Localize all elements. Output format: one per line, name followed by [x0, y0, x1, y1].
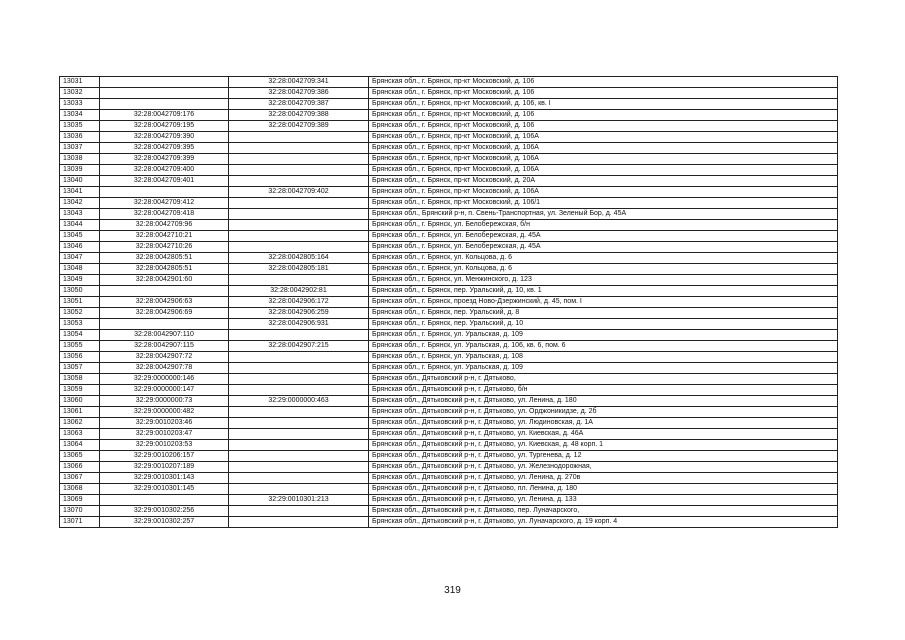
- record-number-cell: 13055: [60, 341, 100, 352]
- record-number-cell: 13045: [60, 231, 100, 242]
- record-number-cell: 13033: [60, 99, 100, 110]
- address-cell: Брянская обл., г. Брянск, ул. Кольцова, д. 6: [369, 264, 838, 275]
- cadastral-number-cell: 32:28:0042709:412: [100, 198, 229, 209]
- address-cell: Брянская обл., г. Брянск, пр-кт Московский, д. 106А: [369, 132, 838, 143]
- address-cell: Брянская обл., Брянский р-н, п. Свень-Транспортная, ул. Зеленый Бор, д. 45А: [369, 209, 838, 220]
- object-cadastral-number-cell: 32:29:0000000:463: [229, 396, 369, 407]
- object-cadastral-number-cell: [229, 517, 369, 528]
- table-row: [60, 154, 838, 165]
- address-cell: Брянская обл., Дятьковский р-н, г. Дятьково, ул. Ленина, д. 180: [369, 396, 838, 407]
- address-cell: Брянская обл., г. Брянск, ул. Белобережская, д. 45А: [369, 231, 838, 242]
- cadastral-number-cell: [100, 319, 229, 330]
- record-number-cell: 13037: [60, 143, 100, 154]
- object-cadastral-number-cell: [229, 429, 369, 440]
- record-number-cell: 13068: [60, 484, 100, 495]
- object-cadastral-number-cell: [229, 352, 369, 363]
- object-cadastral-number-cell: [229, 220, 369, 231]
- table-row: [60, 209, 838, 220]
- object-cadastral-number-cell: [229, 143, 369, 154]
- object-cadastral-number-cell: 32:28:0042709:388: [229, 110, 369, 121]
- table-row: [60, 330, 838, 341]
- cadastral-number-cell: 32:28:0042709:399: [100, 154, 229, 165]
- address-cell: Брянская обл., г. Брянск, ул. Уральская, д. 109: [369, 363, 838, 374]
- address-cell: Брянская обл., Дятьковский р-н, г. Дятьково, ул. Людиновская, д. 1А: [369, 418, 838, 429]
- register-table-body: [60, 77, 838, 528]
- address-cell: Брянская обл., г. Брянск, пр-кт Московский, д. 106, кв. I: [369, 99, 838, 110]
- record-number-cell: 13036: [60, 132, 100, 143]
- table-row: [60, 440, 838, 451]
- address-cell: Брянская обл., Дятьковский р-н, г. Дятьково, ул. Луначарского, д. 19 корп. 4: [369, 517, 838, 528]
- cadastral-number-cell: [100, 88, 229, 99]
- cadastral-number-cell: 32:28:0042709:176: [100, 110, 229, 121]
- record-number-cell: 13066: [60, 462, 100, 473]
- object-cadastral-number-cell: [229, 154, 369, 165]
- object-cadastral-number-cell: 32:28:0042906:931: [229, 319, 369, 330]
- record-number-cell: 13041: [60, 187, 100, 198]
- object-cadastral-number-cell: [229, 231, 369, 242]
- table-row: [60, 286, 838, 297]
- object-cadastral-number-cell: [229, 473, 369, 484]
- cadastral-number-cell: 32:29:0010302:256: [100, 506, 229, 517]
- address-cell: Брянская обл., г. Брянск, пр-кт Московский, д. 20А: [369, 176, 838, 187]
- cadastral-number-cell: 32:28:0042709:195: [100, 121, 229, 132]
- object-cadastral-number-cell: 32:28:0042805:164: [229, 253, 369, 264]
- record-number-cell: 13042: [60, 198, 100, 209]
- record-number-cell: 13059: [60, 385, 100, 396]
- table-row: [60, 374, 838, 385]
- record-number-cell: 13069: [60, 495, 100, 506]
- cadastral-number-cell: 32:28:0042805:51: [100, 253, 229, 264]
- table-row: [60, 165, 838, 176]
- table-row: [60, 407, 838, 418]
- object-cadastral-number-cell: [229, 330, 369, 341]
- record-number-cell: 13067: [60, 473, 100, 484]
- record-number-cell: 13058: [60, 374, 100, 385]
- table-row: [60, 297, 838, 308]
- address-cell: Брянская обл., г. Брянск, ул. Белобережская, д. 45А: [369, 242, 838, 253]
- record-number-cell: 13060: [60, 396, 100, 407]
- address-cell: Брянская обл., г. Брянск, пр-кт Московский, д. 106: [369, 110, 838, 121]
- address-cell: Брянская обл., г. Брянск, ул. Уральская, д. 108: [369, 352, 838, 363]
- record-number-cell: 13049: [60, 275, 100, 286]
- cadastral-number-cell: 32:28:0042907:72: [100, 352, 229, 363]
- table-row: [60, 99, 838, 110]
- object-cadastral-number-cell: [229, 209, 369, 220]
- record-number-cell: 13039: [60, 165, 100, 176]
- record-number-cell: 13046: [60, 242, 100, 253]
- address-cell: Брянская обл., Дятьковский р-н, г. Дятьково,: [369, 374, 838, 385]
- object-cadastral-number-cell: [229, 132, 369, 143]
- cadastral-number-cell: [100, 187, 229, 198]
- address-cell: Брянская обл., Дятьковский р-н, г. Дятьково, ул. Тургенева, д. 12: [369, 451, 838, 462]
- address-cell: Брянская обл., г. Брянск, пр-кт Московский, д. 106А: [369, 154, 838, 165]
- object-cadastral-number-cell: [229, 451, 369, 462]
- table-row: [60, 88, 838, 99]
- table-row: [60, 363, 838, 374]
- record-number-cell: 13043: [60, 209, 100, 220]
- object-cadastral-number-cell: 32:28:0042902:81: [229, 286, 369, 297]
- record-number-cell: 13064: [60, 440, 100, 451]
- table-row: [60, 429, 838, 440]
- address-cell: Брянская обл., Дятьковский р-н, г. Дятьково, ул. Орджоникидзе, д. 2б: [369, 407, 838, 418]
- record-number-cell: 13065: [60, 451, 100, 462]
- address-cell: Брянская обл., г. Брянск, ул. Кольцова, д. 6: [369, 253, 838, 264]
- address-cell: Брянская обл., г. Брянск, пр-кт Московский, д. 106А: [369, 187, 838, 198]
- address-cell: Брянская обл., г. Брянск, ул. Уральская, д. 106, кв. 6, пом. 6: [369, 341, 838, 352]
- table-row: [60, 473, 838, 484]
- address-cell: Брянская обл., г. Брянск, пр-кт Московский, д. 106: [369, 77, 838, 88]
- cadastral-number-cell: [100, 77, 229, 88]
- table-row: [60, 176, 838, 187]
- record-number-cell: 13047: [60, 253, 100, 264]
- record-number-cell: 13051: [60, 297, 100, 308]
- cadastral-number-cell: [100, 286, 229, 297]
- cadastral-number-cell: 32:29:0010301:145: [100, 484, 229, 495]
- record-number-cell: 13056: [60, 352, 100, 363]
- table-row: [60, 143, 838, 154]
- table-row: [60, 396, 838, 407]
- cadastral-number-cell: 32:28:0042901:60: [100, 275, 229, 286]
- object-cadastral-number-cell: [229, 506, 369, 517]
- object-cadastral-number-cell: [229, 385, 369, 396]
- address-cell: Брянская обл., Дятьковский р-н, г. Дятьково, пер. Луначарского,: [369, 506, 838, 517]
- record-number-cell: 13044: [60, 220, 100, 231]
- cadastral-number-cell: 32:28:0042709:390: [100, 132, 229, 143]
- cadastral-number-cell: 32:29:0000000:147: [100, 385, 229, 396]
- table-row: [60, 385, 838, 396]
- table-row: [60, 77, 838, 88]
- record-number-cell: 13032: [60, 88, 100, 99]
- cadastral-number-cell: 32:28:0042709:400: [100, 165, 229, 176]
- cadastral-number-cell: 32:28:0042907:115: [100, 341, 229, 352]
- cadastral-number-cell: 32:29:0000000:482: [100, 407, 229, 418]
- object-cadastral-number-cell: [229, 176, 369, 187]
- address-cell: Брянская обл., г. Брянск, пер. Уральский, д. 10: [369, 319, 838, 330]
- cadastral-number-cell: 32:29:0000000:146: [100, 374, 229, 385]
- record-number-cell: 13061: [60, 407, 100, 418]
- table-row: [60, 308, 838, 319]
- object-cadastral-number-cell: 32:28:0042709:402: [229, 187, 369, 198]
- object-cadastral-number-cell: [229, 462, 369, 473]
- record-number-cell: 13054: [60, 330, 100, 341]
- record-number-cell: 13038: [60, 154, 100, 165]
- table-row: [60, 484, 838, 495]
- cadastral-number-cell: 32:29:0010301:143: [100, 473, 229, 484]
- address-cell: Брянская обл., г. Брянск, ул. Белобережская, б/н: [369, 220, 838, 231]
- table-row: [60, 198, 838, 209]
- object-cadastral-number-cell: [229, 363, 369, 374]
- record-number-cell: 13062: [60, 418, 100, 429]
- record-number-cell: 13057: [60, 363, 100, 374]
- cadastral-number-cell: 32:29:0010203:46: [100, 418, 229, 429]
- address-cell: Брянская обл., г. Брянск, пр-кт Московский, д. 106А: [369, 143, 838, 154]
- cadastral-number-cell: 32:28:0042709:418: [100, 209, 229, 220]
- address-cell: Брянская обл., г. Брянск, проезд Ново-Дзержинский, д. 45, пом. I: [369, 297, 838, 308]
- table-row: [60, 110, 838, 121]
- record-number-cell: 13034: [60, 110, 100, 121]
- table-row: [60, 275, 838, 286]
- cadastral-number-cell: [100, 99, 229, 110]
- address-cell: Брянская обл., г. Брянск, ул. Менжинского, д. 123: [369, 275, 838, 286]
- cadastral-number-cell: 32:29:0000000:73: [100, 396, 229, 407]
- table-row: [60, 506, 838, 517]
- address-cell: Брянская обл., Дятьковский р-н, г. Дятьково, б/н: [369, 385, 838, 396]
- table-row: [60, 462, 838, 473]
- table-row: [60, 319, 838, 330]
- address-cell: Брянская обл., г. Брянск, пр-кт Московский, д. 106А: [369, 165, 838, 176]
- object-cadastral-number-cell: [229, 374, 369, 385]
- page-number: 319: [444, 585, 461, 596]
- cadastral-number-cell: 32:29:0010302:257: [100, 517, 229, 528]
- cadastral-number-cell: 32:29:0010203:53: [100, 440, 229, 451]
- table-row: [60, 121, 838, 132]
- cadastral-number-cell: 32:29:0010207:189: [100, 462, 229, 473]
- address-cell: Брянская обл., Дятьковский р-н, г. Дятьково, ул. Киевская, д. 48 корп. 1: [369, 440, 838, 451]
- cadastral-number-cell: 32:28:0042710:21: [100, 231, 229, 242]
- cadastral-number-cell: 32:28:0042907:78: [100, 363, 229, 374]
- record-number-cell: 13070: [60, 506, 100, 517]
- record-number-cell: 13053: [60, 319, 100, 330]
- address-cell: Брянская обл., Дятьковский р-н, г. Дятьково, ул. Железнодорожная,: [369, 462, 838, 473]
- table-row: [60, 418, 838, 429]
- address-cell: Брянская обл., Дятьковский р-н, г. Дятьково, пл. Ленина, д. 180: [369, 484, 838, 495]
- table-row: [60, 495, 838, 506]
- object-cadastral-number-cell: [229, 440, 369, 451]
- address-cell: Брянская обл., г. Брянск, пр-кт Московский, д. 106: [369, 121, 838, 132]
- cadastral-number-cell: 32:28:0042709:401: [100, 176, 229, 187]
- cadastral-number-cell: 32:29:0010203:47: [100, 429, 229, 440]
- cadastral-number-cell: 32:28:0042710:26: [100, 242, 229, 253]
- object-cadastral-number-cell: [229, 198, 369, 209]
- record-number-cell: 13050: [60, 286, 100, 297]
- table-row: [60, 220, 838, 231]
- cadastral-number-cell: [100, 495, 229, 506]
- object-cadastral-number-cell: [229, 407, 369, 418]
- address-cell: Брянская обл., г. Брянск, пер. Уральский, д. 10, кв. 1: [369, 286, 838, 297]
- table-row: [60, 242, 838, 253]
- record-number-cell: 13035: [60, 121, 100, 132]
- address-cell: Брянская обл., г. Брянск, пер. Уральский, д. 8: [369, 308, 838, 319]
- object-cadastral-number-cell: [229, 242, 369, 253]
- table-row: [60, 264, 838, 275]
- object-cadastral-number-cell: [229, 484, 369, 495]
- cadastral-number-cell: 32:28:0042906:63: [100, 297, 229, 308]
- table-row: [60, 231, 838, 242]
- object-cadastral-number-cell: 32:28:0042709:389: [229, 121, 369, 132]
- cadastral-number-cell: 32:28:0042907:110: [100, 330, 229, 341]
- cadastral-number-cell: 32:28:0042709:96: [100, 220, 229, 231]
- object-cadastral-number-cell: 32:28:0042805:181: [229, 264, 369, 275]
- property-register-table: [59, 76, 838, 528]
- table-row: [60, 187, 838, 198]
- object-cadastral-number-cell: [229, 418, 369, 429]
- address-cell: Брянская обл., Дятьковский р-н, г. Дятьково, ул. Ленина, д. 270в: [369, 473, 838, 484]
- table-row: [60, 253, 838, 264]
- address-cell: Брянская обл., г. Брянск, ул. Уральская, д. 109: [369, 330, 838, 341]
- address-cell: Брянская обл., г. Брянск, пр-кт Московский, д. 106/1: [369, 198, 838, 209]
- record-number-cell: 13063: [60, 429, 100, 440]
- object-cadastral-number-cell: [229, 165, 369, 176]
- address-cell: Брянская обл., Дятьковский р-н, г. Дятьково, ул. Киевская, д. 46А: [369, 429, 838, 440]
- object-cadastral-number-cell: 32:28:0042709:386: [229, 88, 369, 99]
- object-cadastral-number-cell: 32:28:0042907:215: [229, 341, 369, 352]
- cadastral-number-cell: 32:28:0042709:395: [100, 143, 229, 154]
- address-cell: Брянская обл., Дятьковский р-н, г. Дятьково, ул. Ленина, д. 133: [369, 495, 838, 506]
- object-cadastral-number-cell: 32:28:0042906:172: [229, 297, 369, 308]
- record-number-cell: 13048: [60, 264, 100, 275]
- record-number-cell: 13040: [60, 176, 100, 187]
- table-row: [60, 517, 838, 528]
- record-number-cell: 13071: [60, 517, 100, 528]
- object-cadastral-number-cell: 32:28:0042709:387: [229, 99, 369, 110]
- table-row: [60, 451, 838, 462]
- record-number-cell: 13031: [60, 77, 100, 88]
- object-cadastral-number-cell: 32:28:0042709:341: [229, 77, 369, 88]
- object-cadastral-number-cell: 32:28:0042906:259: [229, 308, 369, 319]
- cadastral-number-cell: 32:28:0042805:51: [100, 264, 229, 275]
- cadastral-number-cell: 32:29:0010206:157: [100, 451, 229, 462]
- cadastral-number-cell: 32:28:0042906:69: [100, 308, 229, 319]
- table-row: [60, 132, 838, 143]
- table-row: [60, 352, 838, 363]
- object-cadastral-number-cell: 32:29:0010301:213: [229, 495, 369, 506]
- object-cadastral-number-cell: [229, 275, 369, 286]
- address-cell: Брянская обл., г. Брянск, пр-кт Московский, д. 106: [369, 88, 838, 99]
- record-number-cell: 13052: [60, 308, 100, 319]
- table-row: [60, 341, 838, 352]
